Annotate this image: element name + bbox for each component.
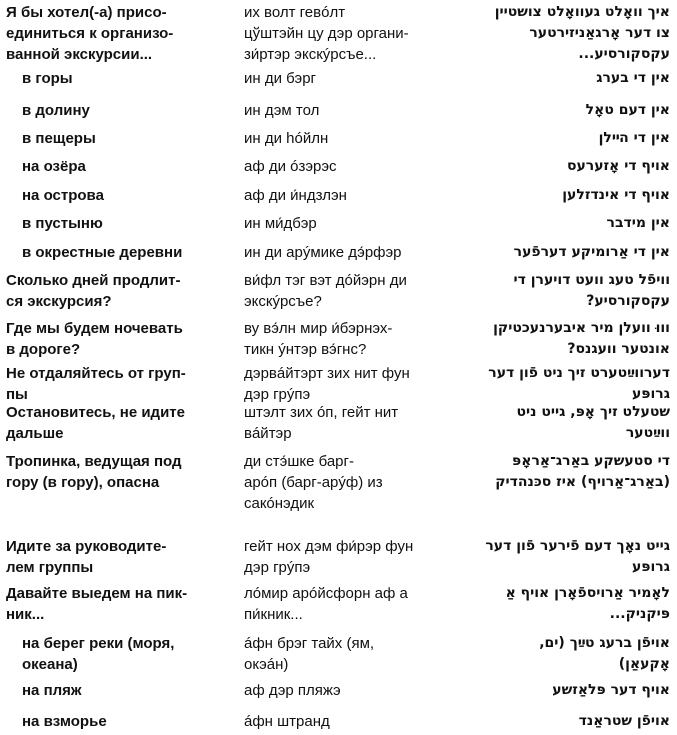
transliteration — [244, 242, 444, 263]
yiddish-phrase — [450, 680, 670, 701]
russian-phrase — [22, 213, 232, 234]
transliteration — [244, 128, 444, 149]
transliteration — [244, 536, 444, 578]
text-line: в пустыню — [22, 215, 103, 232]
text-line: сакóнэдик — [244, 495, 315, 512]
text-line: גייט נאָך דעם פֿירער פֿון דער — [485, 538, 670, 554]
russian-phrase — [22, 100, 232, 121]
text-line: גרופּע — [631, 386, 670, 402]
yiddish-phrase — [450, 363, 670, 405]
text-line: Не отдаляйтесь от груп- — [6, 365, 186, 382]
transliteration — [244, 711, 444, 732]
text-line: אין די אַרומיקע דערפֿער — [513, 244, 670, 260]
text-line: פּיקניק... — [609, 606, 670, 622]
text-line: их волт гевóлт — [244, 4, 346, 21]
text-line: лем группы — [6, 559, 94, 576]
transliteration — [244, 318, 444, 360]
yiddish-phrase — [450, 536, 670, 578]
text-line: איך וואָלט געוואָלט צושטיין — [494, 4, 670, 20]
russian-phrase — [22, 156, 232, 177]
text-line: ווײַטער — [625, 425, 670, 441]
yiddish-phrase — [450, 100, 670, 121]
russian-phrase — [22, 633, 232, 675]
text-line: в дороге? — [6, 341, 81, 358]
text-line: на пляж — [22, 682, 82, 699]
text-line: Идите за руководите- — [6, 538, 167, 555]
yiddish-phrase — [450, 711, 670, 732]
yiddish-phrase — [450, 128, 670, 149]
text-line: ин ди арýмике дэ́рфэр — [244, 244, 402, 261]
russian-phrase — [22, 242, 232, 263]
text-line: на острова — [22, 187, 104, 204]
yiddish-phrase — [450, 451, 670, 493]
text-line: арóп (барг-арýф) из — [244, 474, 383, 491]
text-line: аф ди и́ндзлэн — [244, 187, 347, 204]
text-line: ин ми́дбэр — [244, 215, 317, 232]
transliteration — [244, 633, 444, 675]
text-line: штэлт зих óп, гейт нит — [244, 404, 399, 421]
text-line: цўштэйн цу дэр органи- — [244, 25, 409, 42]
text-line: אונטער וועגנס? — [567, 341, 670, 357]
text-line: áфн брэг тайх (ям, — [244, 635, 375, 652]
text-line: אין די בערג — [596, 70, 670, 86]
text-line: на озёра — [22, 158, 86, 175]
text-line: на берег реки (моря, — [22, 635, 175, 652]
transliteration — [244, 185, 444, 206]
text-line: לאָמיר אַרויספֿאָרן אויף אַ — [505, 585, 670, 601]
russian-phrase — [6, 363, 216, 405]
text-line: на взморье — [22, 713, 107, 730]
transliteration — [244, 680, 444, 701]
transliteration — [244, 213, 444, 234]
text-line: экскýрсъе? — [244, 293, 322, 310]
russian-phrase — [6, 451, 216, 493]
transliteration — [244, 583, 444, 625]
text-line: áфн штранд — [244, 713, 330, 730]
yiddish-phrase — [450, 633, 670, 675]
yiddish-phrase — [450, 2, 670, 65]
text-line: дальше — [6, 425, 64, 442]
text-line: аф ди óзэрэс — [244, 158, 337, 175]
text-line: אויף דער פּלאַזשע — [552, 682, 670, 698]
russian-phrase — [22, 128, 232, 149]
text-line: тикн ýнтэр вэ́гнс? — [244, 341, 367, 358]
text-line: гору (в гору), опасна — [6, 474, 160, 491]
yiddish-phrase — [450, 156, 670, 177]
text-line: ву вэ́лн мир и́бэрнэх- — [244, 320, 393, 337]
text-line: Тропинка, ведущая под — [6, 453, 182, 470]
yiddish-phrase — [450, 583, 670, 625]
yiddish-phrase — [450, 402, 670, 444]
text-line: Сколько дней продлит- — [6, 272, 181, 289]
text-line: אין די הײלן — [598, 130, 670, 146]
text-line: единиться к организо- — [6, 25, 174, 42]
russian-phrase — [6, 2, 216, 65]
russian-phrase — [22, 711, 232, 732]
russian-phrase — [22, 680, 232, 701]
text-line: дэрвáйтэрт зих нит фун — [244, 365, 410, 382]
text-line: גרופּע — [631, 559, 670, 575]
text-line: ин дэм тол — [244, 102, 320, 119]
text-line: ванной экскурсии... — [6, 46, 153, 63]
text-line: צו דער אָרגאַניזירטער — [529, 25, 670, 41]
text-line: ин ди бэрг — [244, 70, 317, 87]
text-line: в пещеры — [22, 130, 96, 147]
text-line: пы — [6, 386, 28, 403]
transliteration — [244, 402, 444, 444]
text-line: дэр грýпэ — [244, 559, 311, 576]
text-line: וווּ וועלן מיר איבערנעכטיקן — [493, 320, 670, 336]
text-line: עקסקורסיע... — [578, 46, 670, 62]
text-line: אויף די אָזערעס — [566, 158, 670, 174]
text-line: אָקעאַן) — [618, 656, 670, 672]
text-line: Давайте выедем на пик- — [6, 585, 188, 602]
transliteration — [244, 363, 444, 405]
text-line: די סטעשקע באַרג־אַראָפּ — [512, 453, 670, 469]
text-line: ник... — [6, 606, 45, 623]
text-line: в долину — [22, 102, 90, 119]
transliteration — [244, 451, 444, 514]
text-line: океана) — [22, 656, 78, 673]
yiddish-phrase — [450, 270, 670, 312]
text-line: дэр грýпэ — [244, 386, 311, 403]
russian-phrase — [6, 318, 216, 360]
yiddish-phrase — [450, 318, 670, 360]
text-line: пи́кник... — [244, 606, 303, 623]
text-line: (באַרג־אַרויף) איז סכּנהדיק — [495, 474, 670, 490]
text-line: в окрестные деревни — [22, 244, 183, 261]
text-line: אויפֿן ברעג טײַך (ים, — [539, 635, 670, 651]
text-line: אויפֿן שטראַנד — [578, 713, 670, 729]
russian-phrase — [6, 583, 216, 625]
transliteration — [244, 2, 444, 65]
text-line: гейт нох дэм фи́рэр фун — [244, 538, 414, 555]
text-line: ди стэ́шке барг- — [244, 453, 354, 470]
text-line: אויף די אינדזלען — [562, 187, 670, 203]
text-line: Где мы будем ночевать — [6, 320, 183, 337]
russian-phrase — [6, 536, 216, 578]
yiddish-phrase — [450, 185, 670, 206]
text-line: лóмир арóйсфорн аф а — [244, 585, 408, 602]
yiddish-phrase — [450, 213, 670, 234]
text-line: Остановитесь, не идите — [6, 404, 185, 421]
text-line: Я бы хотел(-а) присо- — [6, 4, 167, 21]
russian-phrase — [6, 270, 216, 312]
russian-phrase — [6, 402, 216, 444]
transliteration — [244, 270, 444, 312]
russian-phrase — [22, 185, 232, 206]
text-line: вáйтэр — [244, 425, 292, 442]
text-line: אין דעם טאָל — [585, 102, 670, 118]
text-line: ин ди hóйлн — [244, 130, 329, 147]
yiddish-phrase — [450, 68, 670, 89]
text-line: דערווײַטערט זיך ניט פֿון דער — [488, 365, 670, 381]
transliteration — [244, 100, 444, 121]
transliteration — [244, 68, 444, 89]
text-line: שטעלט זיך אָפּ, גייט ניט — [516, 404, 670, 420]
transliteration — [244, 156, 444, 177]
text-line: ся экскурсия? — [6, 293, 112, 310]
text-line: אין מידבר — [606, 215, 670, 231]
text-line: зи́ртэр экскýрсъе... — [244, 46, 377, 63]
text-line: аф дэр пляжэ — [244, 682, 341, 699]
text-line: в горы — [22, 70, 73, 87]
russian-phrase — [22, 68, 232, 89]
text-line: וויפֿל טעג וועט דויערן די — [513, 272, 670, 288]
text-line: עקסקורסיע? — [586, 293, 670, 309]
text-line: ви́фл тэг вэт дóйэрн ди — [244, 272, 407, 289]
text-line: окэáн) — [244, 656, 289, 673]
yiddish-phrase — [450, 242, 670, 263]
